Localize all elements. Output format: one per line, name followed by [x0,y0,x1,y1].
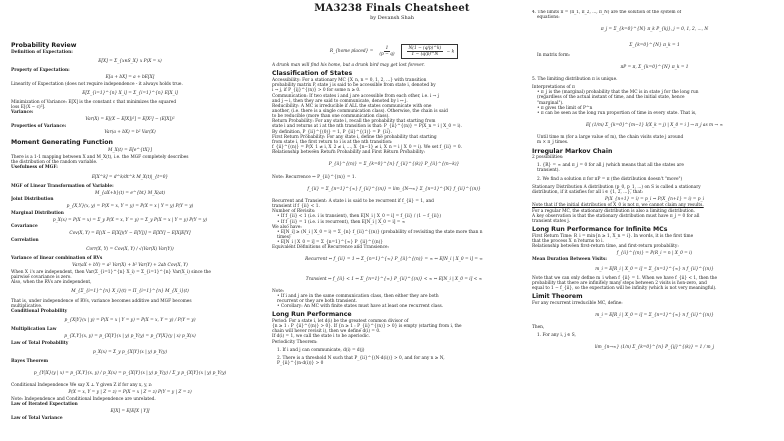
home-placed-equation [272,40,516,63]
equation: Σ_{k=0}^{N} π_k = 1 [629,43,680,49]
equation: Corr(X, Y) = Cov(X, Y) / √(Var(X) Var(Y)) [86,247,174,253]
equation: π_j = Σ_{k=0}^{N} π_k P_{kj}, j = 0, 1, 2, ..., N [600,27,709,33]
text-line: Conditional Independence We say X ⊥ Y given Z if for any x, y, z: [11,383,153,389]
subheading: MGF of Linear Transformation of Variable: [11,183,114,189]
section-heading: Limit Theorem [532,293,583,301]
list-item: • E[N_i] ≥ (N_i | X_0 = i) = Σ_{n} f_{ii}^{(n)} (probability of revisiting the state more than n [277,229,483,235]
text-line: In matrix form: [537,52,571,58]
subheading: Properties of Variance: [11,123,67,129]
text-line: 5. The limiting distribution π is unique. [532,76,618,82]
equation: p_{X,Y}(x, y) = P(X = x, Y = y) = P(X = x | Y = y) P(Y = y) [66,204,194,210]
subheading: Property of Expectation: [11,67,70,73]
list-item: • E[N_i | X_0 = i] = Σ_{n=1}^{∞} P_{ii}^{(n)} [277,240,384,246]
equation: P_{ii}^{(n)} = Σ_{k=0}^{n} f_{ii}^{(k)} P_{ii}^{(n−k)} [328,162,460,168]
text-line: and j → i, then they are said to communicate, denoted by i ↔ j. [272,98,408,104]
equation: Transient ⇔ f_{ii} < 1 ⇔ Σ_{n=1}^{∞} P_{ii}^{(n)} < ∞ ⇔ E[N_i | X_0 = i] < ∞ [305,276,483,282]
subheading: Law of Total Probability [11,340,69,346]
page-title: MA3238 Finals Cheatsheet [314,3,470,14]
section-heading: Long Run Performance [272,311,352,319]
author-line: by Devansh Shah [370,15,414,21]
equation: p_{X,Y}(x, y) = p_{X|Y}(x | y) p_Y(y) = p_{Y|X}(y | x) p_X(x) [64,334,196,340]
text-line: distribution, if it satisfies for all i ∈ {1, 2, ...}, that: [532,189,644,195]
text-line: First Return Probability: For any state i, define the probability that starting [272,134,437,140]
text-line: state i and returns at i at the nth transition is that: P_{ii}^{(n)} = P(X_n = i | X_0 = i). [272,124,462,130]
column-classification-of-states [272,40,516,438]
section-heading: Classification of States [272,70,353,78]
fraction [379,46,394,57]
text-line: Stationary Distribution A distribution (p_0, p_1, ...) on S is called a stationary [532,184,701,190]
equation: πP = π, Σ_{k=0}^{N} π_k = 1 [620,64,689,70]
text-line: that the process X_n returns to i. [532,238,604,244]
text-line: Communication: If two states i and j are accessible from each other, i.e. i → j [272,93,439,99]
text-line: Recurrent and Transient: A state i is said to be recurrent if f_{ii} = 1, and [272,198,434,204]
list-item: 1. If i and j can communicate, d(i) = d(j) [277,347,365,353]
equation: p_X(x) = Σ_y p_{X|Y}(x | y) p_Y(y) [92,349,168,355]
list-item: • If f_{ii} = 1 (i.e. i is recurrent), then E[N_i | X_0 = i] = ∞ [277,219,406,225]
text-line: equal to 1 − f_{ii}, so the expectation will be infinity (which is not very meaningful). [532,286,717,292]
text-line: multiplicative. [11,303,43,309]
text-line: chain will never revisit i), then we define d(i) = 0. [272,329,381,335]
column-limit-theorems [532,10,777,438]
text-line: equations: [537,15,560,21]
equation: E[X] = E[E[X | Y]] [110,408,150,414]
subheading: Variance of linear combination of RVs [11,256,103,262]
subheading: Marginal Distribution [11,210,64,216]
text-line: f_{ii}^{(n)} = P(X_1 ≠ i, X_2 ≠ i, ..., X_{n−1} ≠ i, X_n = i | X_0 = i). We set f_{ii} = 0. [272,145,462,151]
subheading: Joint Distribution [11,197,54,203]
text-line: A key observation is that the stationary distribution must have π_j = 0 for all [532,213,700,219]
list-item: • Corollary: An MC with finite states must have at least one recurrent class. [277,304,444,310]
text-line: Note that if the initial distribution of X_0 is not π, we cannot claim any results. [532,203,704,209]
text-line: transient if f_{ii} < 1. [272,204,320,210]
equation: m_i = E[R_i | X_0 = i] = Σ_{n=1}^{∞} n f_{ii}^{(n)} [595,266,714,272]
equation: P(X_{n+1} = i) = p_i ⇒ P(X_{n+1} = i) = p_i [605,196,704,202]
text-line: We also have: [272,224,302,230]
section-heading: Long Run Performance for Infinite MCs [532,226,668,233]
text-line: Note: [272,288,285,294]
equation: Var(X) = E[(X − E[X])²] = E[X²] − (E[X])² [85,116,175,122]
text-line: Reducibility: A MC is irreducible if ALL the states communicate with one [272,103,432,109]
text-line: A drunk man will find his home, but a drunk bird may get lost forever. [272,63,425,69]
fraction [407,46,444,57]
equation: p_{Y|X}(y | x) = p_{X,Y}(x, y) / p_X(x) = p_{X|Y}(x | y) p_Y(y) / Σ_y p_{X|Y}(x | y) p_Y(y) [33,371,227,377]
text-line: pairwise covariance is zero. [11,275,72,281]
equation: M_X(t) = E[e^{tX}] [108,148,152,154]
subheading: Definition of Expectation: [11,49,73,55]
list-item: • π gives the limit of P^n [537,105,593,111]
section-heading: Irregular Markov Chain [532,147,613,155]
subheading: Mean Duration Between Visits: [532,257,607,263]
text-line: When X_i's are independent, then Var(Σ_{i=1}^{n} X_i) = Σ_{i=1}^{n} Var(X_i) since the [11,269,211,275]
subheading: Multiplication Law [11,327,57,333]
subheading: Law of Total Variance [11,415,63,421]
text-line: By definition, P_{ii}^{(0)} = 1, P_{ii}^{(1)} = P_{ii}. [272,129,393,135]
text-line: Also, when the RVs are independent, [11,280,92,286]
list-item: "marginal"). [537,100,564,106]
text-line: from state i, the first return to i is at the nth transition: [272,139,393,145]
equation: Var(a + bX) = b² Var(X) [104,130,156,136]
equation: m_i = E[R_i | X_0 = i] = Σ_{n=1}^{∞} n f_{ii}^{(n)} [595,312,714,318]
list-item: m × π_j times. [537,140,569,146]
equation: f_{ii} = Σ_{n=1}^{∞} f_{ii}^{(n)} = lim_{N→∞} Σ_{n=1}^{N} f_{ii}^{(n)} [307,186,481,192]
text-line: If d(i) = 1, we call the state i to be aperiodic. [272,334,370,340]
list-item: times) [277,234,291,240]
equation: E[X] = Σ_{x∈S_X} x P(X = x) [98,58,162,64]
text-line: Note that we can only define m_i when f_{ii} = 1. When we have f_{ii} < 1, then the [532,275,718,281]
equation: Var(aX + bY) = a² Var(X) + b² Var(Y) + 2ab Cov(X, Y) [72,263,188,269]
text-line: Return Probability: For any state i, recall the probability that starting from [272,119,436,125]
equation: f_{ii}^{(n)} = P(R_i = n | X_0 = i) [616,250,693,256]
text-line: Equivalent Definitions of Recurrence and Transience: [272,245,390,251]
text-line: {n ≥ 1 : P_{ii}^{(n)} > 0}. If {n ≥ 1 : P_{ii}^{(n)} > 0} is empty (starting from i, the [272,324,462,330]
equation: M_{Σ_{i=1}^{n} X_i}(t) = Π_{i=1}^{n} M_{X_i}(t) [71,289,189,295]
text-line: Period: For a state i, let d(i) be the greatest common divisor of [272,318,409,324]
text-line: Relationship between Return Probability and First Return Probability: [272,150,426,156]
list-item: • π can be seen as the long run proportion of time in every state. That is, [537,110,697,116]
subheading: Bayes Theorem [11,359,49,365]
list-item: 2. We find a solution π for πP = π (the distribution doesn't "move") [537,176,683,182]
list-item: transient). [537,168,560,174]
list-item: 1. {R} = ∞ and π_j = 0 for all j (which means that all the states are [537,163,684,169]
equation-rhs: − k [446,49,455,55]
list-item: (regardless of the actual instant of time, and the initial state, hence [537,95,685,101]
text-line: Relationship between first-return time, and first-return probability: [532,243,679,249]
equation: p_{X|Y}(x | y) = P(X = x | Y = y) = P(X = x, Y = y) / P(Y = y) [64,318,196,324]
fraction-denominator: (p − q) [379,52,395,58]
list-item: Until time m (for a large value of m), the chain visits state j around [537,135,684,141]
text-line: Note: Independence and Conditional Independence are unrelated. [11,396,156,402]
section-heading: Probability Review [11,42,77,49]
equation-lhs: R_{home placed} = [329,49,374,55]
text-line: Number of Revisits: [272,209,316,215]
list-item: P_{ii}^{(n·d(i))} > 0 [277,361,324,367]
subheading: Conditional Probability [11,308,68,314]
list-item: 2. There is a threshold N such that P_{ii}^{(N·d(i))} > 0, and for any n ≥ N, [277,355,445,361]
section-heading: Moment Generating Function [11,139,113,147]
text-line: 2 possibilities: [532,155,564,161]
list-item: 1. For any i, j ∈ S, [537,333,576,339]
equation: E[Σ_{i=1}^{n} X_i] = Σ_{i=1}^{n} E[X_i] [82,90,178,96]
equation: P(X = x, Y = y | Z = z) = P(X = x | Z = z) P(Y = y | Z = z) [68,390,192,396]
text-line: loss E[(X − c)²]. [11,104,46,110]
text-line: probability matrix P, state j is said to be accessible from state i, denoted by [272,83,436,89]
equation: lim_{n→∞} (1/n) Σ_{k=0}^{n} P_{ij}^{(k)} = 1 / m_j [594,345,715,351]
subheading: Covariance [11,224,38,230]
equation: M_{aX+b}(t) = e^{bt} M_X(at) [94,190,166,196]
subheading: Usefulness of MGF: [11,165,58,171]
text-line: transient states j. [532,218,571,224]
text-line: the distribution of the random variable. [11,160,98,166]
list-item: • π_j is the (marginal) probability that the MC is in state j for the long run [537,90,699,96]
text-line: Note: Recurrence ⇔ P_{ii}^{(n)} = 1. [272,174,356,180]
subheading: Variance: [11,110,34,116]
text-line: There is a 1-1 mapping between X and M_X(t), i.e. the MGF completely describes [11,155,189,161]
equation: p_X(x) = P(X = x) = Σ_y P(X = x, Y = y) = Σ_y P(X = x | Y = y) P(Y = y) [52,217,208,223]
text-line: Accessibility: For a stationary MC {X_n, n = 0, 1, 2, ...} with transition [272,78,427,84]
text-line: For a regular MC, the stationary distribution is also a limiting distribution. [532,208,695,214]
fraction-numerator: 1 [385,46,389,51]
text-line: First Return Time: R_i = min{n ≥ 1, X_n = i}. In words, it is the first time [532,233,694,239]
subheading: Law of Iterated Expectation [11,402,78,408]
text-line: Then, [532,325,545,331]
subheading: Correlation [11,238,39,244]
equation: Recurrent ⇔ f_{ii} = 1 ⇔ Σ_{n=1}^{∞} P_{ii}^{(n)} = ∞ ⇔ E[N_i | X_0 = i] = ∞ [305,257,483,263]
text-line: For any recurrent irreducible MC, define: [532,300,623,306]
fraction-denominator: 1 − (q/p)^N [411,52,439,58]
text-line: 4. The limits π = (π_1, π_2, ..., π_N) are the solution of the system of [532,10,682,15]
text-line: Linearity of Expectation (does not require independence - it always holds true. [11,81,183,87]
text-line: That is, under independence of RVs, variance becomes additive and MGF becomes [11,298,192,304]
equation: Cov(X, Y) = E[(X − E[X])(Y − E[Y])] = E[XY] − E[X]E[Y] [69,231,191,237]
text-line: another, (i.e. there is a single communication class). Otherwise, the chain is said [272,109,448,114]
text-line: Minimization of Variance: E[X] is the constant c that minimizes the squared [11,99,177,105]
equation: E[X^k] = d^k/dt^k M_X(t)|_{t=0} [91,174,169,180]
list-item: • If f_{ii} < 1 (i.e. i is transient), then E[N_i | X_0 = i] = f_{ii} / (1 − f_{ii}) [277,214,442,220]
text-line: probability that there are infinitely many steps between 2 visits is non-zero, and [532,280,707,286]
equation: E[ (1/m) Σ_{k=0}^{m−1} I(X_k = j) | X_0 = i ] → π_j as m → ∞ [585,123,724,129]
column-probability-review [11,40,249,438]
text-line: Periodicity Theorem: [272,339,318,345]
list-item: recurrent or they are both transient. [277,299,357,305]
text-line: i → j, if P_{ij}^{(n)} > 0 for some n ≥ 0. [272,88,361,94]
equation: E[a + bX] = a + bE[X] [105,74,155,80]
text-line: Interpretations of π [532,85,575,91]
fraction-numerator: N(1 − (q/p)^k) [408,46,442,51]
text-line: to be reducible (more than one communication class). [272,114,390,120]
bracketed-term [401,44,459,59]
list-item: • If i and j are in the same communication class, then either they are both [277,293,439,299]
